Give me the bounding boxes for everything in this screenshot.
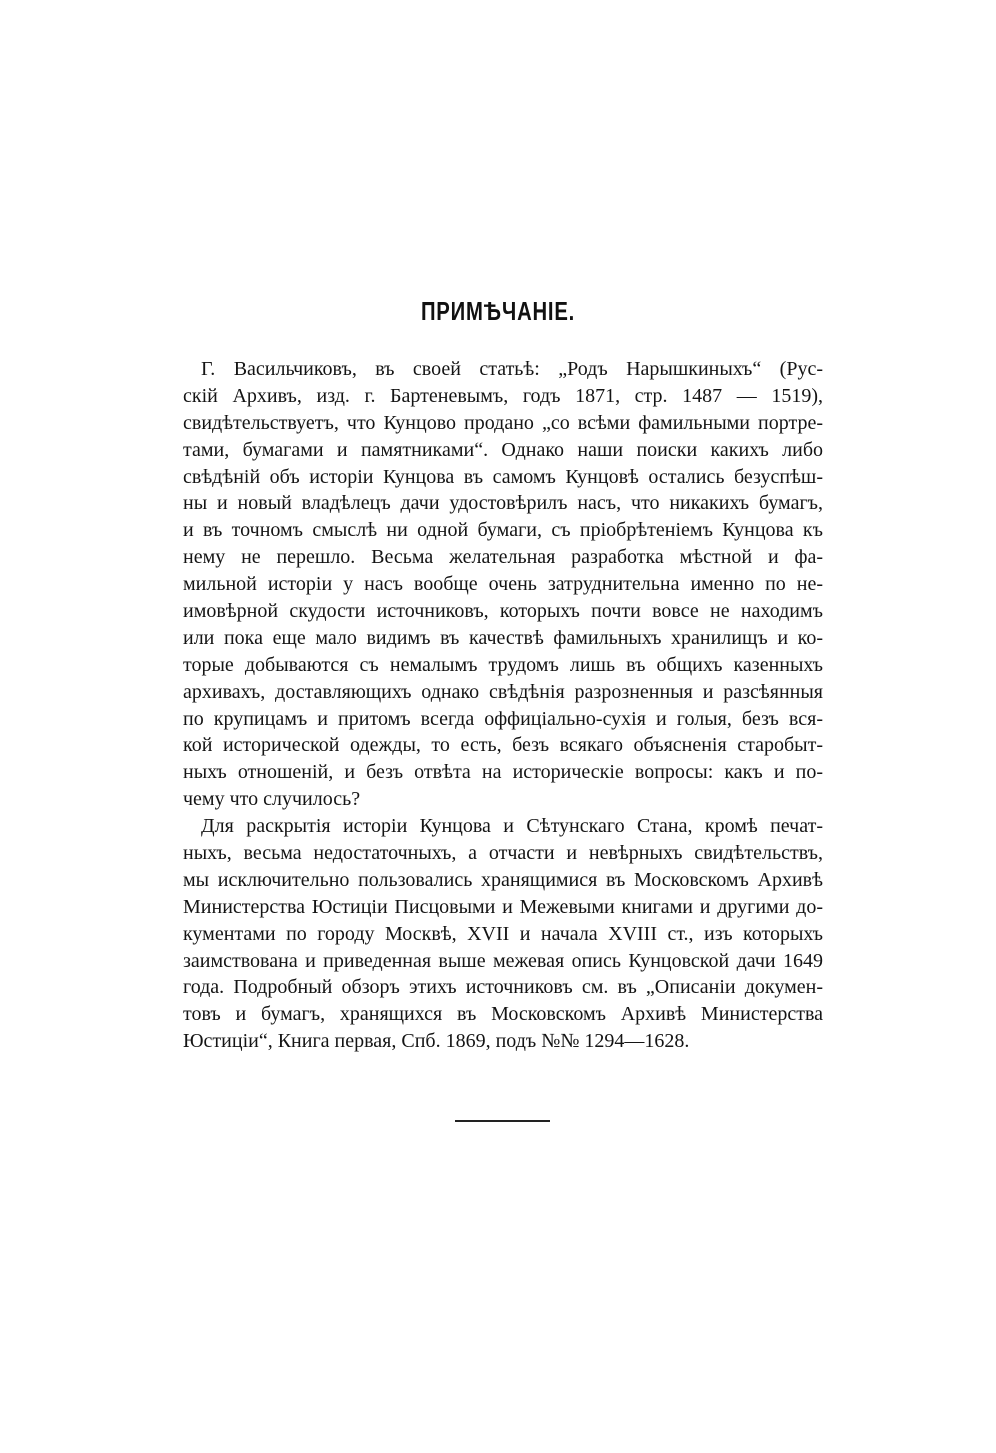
text-line: ныхъ, весьма недостаточныхъ, а отчасти и невѣрныхъ свидѣтельствъ,	[183, 842, 823, 865]
text-line: ныхъ отношеній, и безъ отвѣта на историческіе вопросы: какъ и по-	[183, 761, 823, 784]
text-line: Для раскрытія исторіи Кунцова и Сѣтунскаго Стана, кромѣ печат-	[201, 815, 823, 838]
text-line: чему что случилось?	[183, 788, 361, 811]
text-line: или пока еще мало видимъ въ качествѣ фамильныхъ хранилищъ и ко-	[183, 626, 823, 649]
text-line: ны и новый владѣлецъ дачи удостовѣрилъ насъ, что никакихъ бумагъ,	[183, 492, 823, 515]
text-line: свидѣтельствуетъ, что Кунцово продано „со всѣми фамильными портре-	[183, 411, 823, 434]
text-line: заимствована и приведенная выше межевая опись Кунцовской дачи 1649	[183, 949, 823, 972]
text-line: имовѣрной скудости источниковъ, которыхъ почти вовсе не находимъ	[183, 600, 823, 623]
text-line: архивахъ, доставляющихъ однако свѣдѣнія разрозненныя и разсѣянныя	[183, 680, 823, 703]
text-line: скій Архивъ, изд. г. Бартеневымъ, годъ 1871, стр. 1487 — 1519),	[183, 384, 823, 407]
paragraph-1	[183, 356, 823, 813]
text-line: мильной исторіи у насъ вообще очень затруднительна именно по не-	[183, 573, 823, 596]
text-line: свѣдѣній объ исторіи Кунцова въ самомъ Кунцовѣ остались безуспѣш-	[183, 465, 823, 488]
text-line: Министерства Юстиціи Писцовыми и Межевыми книгами и другими до-	[183, 895, 823, 918]
text-line: года. Подробный обзоръ этихъ источниковъ см. въ „Описаніи докумен-	[183, 976, 823, 999]
text-line: товъ и бумагъ, хранящихся въ Московскомъ Архивѣ Министерства	[183, 1003, 823, 1026]
page-title: ПРИМѢЧАНІЕ.	[420, 296, 576, 326]
text-line: и въ точномъ смыслѣ ни одной бумаги, съ пріобрѣтеніемъ Кунцова къ	[183, 519, 823, 542]
text-line: Г. Васильчиковъ, въ своей статьѣ: „Родъ Нарышкиныхъ“ (Рус-	[201, 358, 823, 380]
text-line: торые добываются съ немалымъ трудомъ лишь въ общихъ казенныхъ	[183, 653, 823, 676]
text-line: Юстиціи“, Книга первая, Спб. 1869, подъ №№ 1294—1628.	[183, 1030, 690, 1053]
text-line: мы исключительно пользовались хранящимися въ Московскомъ Архивѣ	[183, 868, 823, 891]
note-body	[183, 356, 823, 1055]
text-line: тами, бумагами и памятниками“. Однако наши поиски какихъ либо	[183, 438, 823, 461]
text-line: кой исторической одежды, то есть, безъ всякаго объясненія старобыт-	[183, 734, 823, 757]
text-line: нему не перешло. Весьма желательная разработка мѣстной и фа-	[183, 546, 823, 569]
text-line: по крупицамъ и притомъ всегда оффиціально-сухія и голыя, безъ вся-	[183, 707, 823, 730]
closing-rule	[455, 1120, 550, 1122]
text-line: кументами по городу Москвѣ, XVII и начала XVIII ст., изъ которыхъ	[183, 922, 823, 945]
paragraph-2	[183, 813, 823, 1055]
